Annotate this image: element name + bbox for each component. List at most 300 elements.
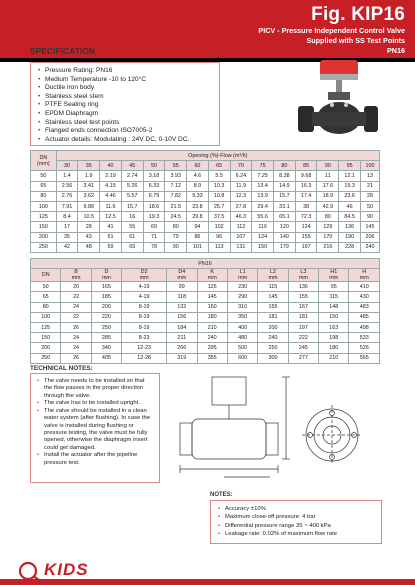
spec-item: • Medium Temperature -10 to 120°C: [45, 76, 213, 85]
dimension-cell: 8-19: [122, 312, 167, 322]
specification-box: [30, 62, 220, 146]
dn-cell: 65: [31, 292, 61, 302]
drawing-actuator: [212, 377, 246, 405]
flow-cell: 41: [100, 222, 122, 232]
valve-product-image: [270, 58, 380, 148]
dimension-cell: 8-23: [122, 333, 167, 343]
flow-cell: 12.3: [230, 191, 252, 201]
flow-cell: 24.5: [165, 212, 187, 222]
dn-cell: 50: [31, 282, 61, 292]
spec-item: • Flanged ends connection ISO7005-2: [45, 127, 213, 136]
spec-item: • Stainless steel stem: [45, 93, 213, 102]
dimension-table-row: [31, 282, 380, 292]
dimension-table-row: [31, 333, 380, 343]
flow-cell: 84.5: [339, 212, 361, 222]
flow-cell: 2.19: [100, 171, 122, 181]
opening-cell: 70: [230, 161, 252, 171]
dimension-cell: 24: [61, 343, 91, 353]
dn-cell: 100: [31, 201, 57, 211]
dimension-table-row: [31, 302, 380, 312]
flow-cell: 17.4: [295, 191, 317, 201]
dimension-cell: 483: [349, 302, 380, 312]
flow-cell: 3.62: [78, 191, 100, 201]
flow-cell: 38: [295, 201, 317, 211]
flow-cell: 71: [143, 232, 165, 242]
flow-cell: 112: [230, 222, 252, 232]
dimension-cell: 340: [91, 343, 121, 353]
dimension-cell: 285: [91, 333, 121, 343]
flow-cell: 21.5: [165, 201, 187, 211]
dimension-table-row: [31, 312, 380, 322]
spec-item: • Ductile iron body: [45, 84, 213, 93]
dimension-cell: 350: [227, 312, 257, 322]
opening-cell: 85: [295, 161, 317, 171]
dimension-cell: 24: [61, 333, 91, 343]
flow-table-opening-row: [31, 161, 380, 171]
flow-cell: 15.7: [121, 201, 143, 211]
dimension-cell: 210: [319, 353, 349, 363]
flow-cell: 18.6: [143, 201, 165, 211]
flow-cell: 61: [121, 232, 143, 242]
flow-cell: 46: [339, 201, 361, 211]
dimension-header-cell: DN: [31, 269, 61, 282]
flow-cell: 78: [143, 242, 165, 252]
flow-cell: 6.24: [230, 171, 252, 181]
flow-cell: 12.5: [100, 212, 122, 222]
flow-cell: 51: [100, 232, 122, 242]
specification-title: SPECIFICATION: [30, 46, 96, 56]
flow-cell: 48: [78, 242, 100, 252]
dimension-cell: 480: [227, 333, 257, 343]
flow-cell: 94: [187, 222, 209, 232]
dimension-cell: 250: [258, 343, 288, 353]
flow-cell: 42: [56, 242, 78, 252]
dimension-cell: 8-19: [122, 322, 167, 332]
dimension-cell: 150: [319, 312, 349, 322]
dn-cell: 80: [31, 302, 61, 312]
note-item: • Maximum close-off pressure: 4 bar: [225, 513, 375, 521]
flow-cell: 19.3: [339, 181, 361, 191]
dimension-table-row: [31, 343, 380, 353]
dimension-table-row: [31, 292, 380, 302]
dimension-cell: 240: [197, 333, 227, 343]
dimension-cell: 4-19: [122, 282, 167, 292]
flow-cell: 46.3: [230, 212, 252, 222]
flow-cell: 80: [317, 212, 339, 222]
dimension-cell: 115: [319, 292, 349, 302]
flow-cell: 8.38: [274, 171, 296, 181]
flow-table: [30, 150, 380, 253]
flow-cell: 155: [295, 232, 317, 242]
dn-cell: 250: [31, 353, 61, 363]
flow-cell: 16: [121, 212, 143, 222]
header-subtitle: PICV - Pressure Independent Control Valve: [258, 26, 405, 35]
tech-note-item: • The valve should be installed in a clean water system (after flushing). In case the valve is installed during flushing or pressure testing, the valve must be fully opened, otherwise the diaphragm insert could get damaged.: [44, 408, 154, 452]
opening-cell: 100: [360, 161, 379, 171]
dimension-cell: 132: [167, 302, 197, 312]
flow-cell: 43: [78, 232, 100, 242]
dimension-cell: 24: [61, 302, 91, 312]
dimension-cell: 266: [167, 343, 197, 353]
dimension-cell: 136: [288, 282, 318, 292]
flow-table-row: [31, 212, 380, 222]
dimension-header-cell: D2 mm: [122, 269, 167, 282]
dimension-cell: 95: [319, 282, 349, 292]
flow-cell: 8.9: [187, 181, 209, 191]
flow-cell: 15.7: [274, 191, 296, 201]
dimension-cell: 155: [288, 292, 318, 302]
dimension-cell: 163: [319, 322, 349, 332]
flow-cell: 120: [274, 222, 296, 232]
flow-cell: 28: [360, 191, 379, 201]
flow-cell: 13.9: [252, 191, 274, 201]
dimension-cell: 118: [167, 292, 197, 302]
flow-cell: 7.25: [252, 171, 274, 181]
flow-cell: 107: [230, 232, 252, 242]
dimension-header-cell: D mm: [91, 269, 121, 282]
dn-cell: 50: [31, 171, 57, 181]
flow-cell: 179: [274, 242, 296, 252]
spec-item: • Actuator details: Modulating : 24V DC, 0-10V DC.: [45, 136, 213, 145]
flow-cell: 55.6: [252, 212, 274, 222]
spec-item: • Stainless steel test points: [45, 119, 213, 128]
spec-item: • PTFE Sealing ring: [45, 101, 213, 110]
flow-table-dn-header: DN (mm): [31, 151, 57, 171]
drawing-valve-body: [192, 419, 266, 459]
flow-cell: 65: [121, 242, 143, 252]
flow-cell: 5.26: [121, 181, 143, 191]
flow-cell: 9.88: [78, 201, 100, 211]
flow-cell: 33.1: [274, 201, 296, 211]
dimension-header-cell: B mm: [61, 269, 91, 282]
dimension-cell: 405: [91, 353, 121, 363]
dn-cell: 125: [31, 212, 57, 222]
flow-cell: 17: [56, 222, 78, 232]
flow-cell: 5.5: [208, 171, 230, 181]
flow-cell: 129: [317, 222, 339, 232]
technical-drawing: [172, 373, 382, 485]
dimension-header-cell: L3 mm: [288, 269, 318, 282]
dimension-cell: 565: [349, 353, 380, 363]
opening-cell: 50: [143, 161, 165, 171]
flow-cell: 116: [252, 222, 274, 232]
flow-cell: 90: [165, 242, 187, 252]
flow-cell: 10.3: [208, 181, 230, 191]
flow-cell: 7.82: [165, 191, 187, 201]
opening-cell: 95: [339, 161, 361, 171]
dimension-table-header-row: [31, 269, 380, 282]
dimension-cell: 4-19: [122, 292, 167, 302]
dimension-header-cell: L1 mm: [227, 269, 257, 282]
dimension-table-row: [31, 322, 380, 332]
dn-cell: 150: [31, 333, 61, 343]
notes-title: NOTES:: [210, 492, 233, 498]
flow-cell: 86: [187, 232, 209, 242]
tech-note-item: • The valve needs to be installed so that the flow passes in the proper direction through the valve.: [44, 378, 154, 400]
technical-notes-list: [36, 378, 154, 467]
flow-cell: 55: [121, 222, 143, 232]
dimension-cell: 197: [288, 322, 318, 332]
dimension-cell: 400: [227, 322, 257, 332]
dimension-cell: 160: [197, 302, 227, 312]
dimension-cell: 26: [61, 353, 91, 363]
flow-cell: 79: [165, 232, 187, 242]
notes-box: [210, 500, 382, 544]
note-item: • Differential pressure range 35 ~ 400 kPa: [225, 522, 375, 530]
opening-cell: 90: [317, 161, 339, 171]
flow-cell: 1.9: [78, 171, 100, 181]
flow-cell: 216: [317, 242, 339, 252]
flow-cell: 96: [208, 232, 230, 242]
kids-logo-text: KIDS: [44, 560, 89, 579]
dimension-cell: 200: [258, 322, 288, 332]
dimension-cell: 12-23: [122, 343, 167, 353]
dimension-cell: 180: [197, 312, 227, 322]
note-item: • Accuracy ±10%: [225, 505, 375, 513]
dimension-header-cell: H1 mm: [319, 269, 349, 282]
dimension-header-cell: D4 mm: [167, 269, 197, 282]
notes-list: [217, 505, 375, 538]
flow-cell: 190: [339, 232, 361, 242]
dimension-cell: 148: [319, 302, 349, 312]
flow-cell: 13.4: [252, 181, 274, 191]
dimension-cell: 115: [258, 282, 288, 292]
flow-cell: 101: [187, 242, 209, 252]
flow-cell: 4.46: [100, 191, 122, 201]
dimension-cell: 185: [91, 292, 121, 302]
dimension-cell: 198: [319, 333, 349, 343]
dimension-cell: 600: [227, 353, 257, 363]
dimension-cell: 211: [167, 333, 197, 343]
opening-cell: 30: [56, 161, 78, 171]
flow-cell: 240: [360, 242, 379, 252]
dimension-cell: 181: [258, 312, 288, 322]
dimension-cell: 277: [288, 353, 318, 363]
dimension-cell: 145: [197, 292, 227, 302]
opening-cell: 55: [165, 161, 187, 171]
specification-list: [37, 67, 213, 144]
dimension-cell: 533: [349, 333, 380, 343]
flow-cell: 150: [252, 242, 274, 252]
technical-notes-box: [30, 373, 160, 483]
flow-cell: 80: [165, 222, 187, 232]
dimension-cell: 526: [349, 343, 380, 353]
flow-cell: 9.33: [187, 191, 209, 201]
flow-cell: 8.4: [56, 212, 78, 222]
dimension-cell: 319: [167, 353, 197, 363]
flow-cell: 124: [295, 222, 317, 232]
dimension-table-body: [31, 282, 380, 364]
tech-note-item: • Install the actuator after the pipeline pressure test.: [44, 452, 154, 467]
flow-cell: 69: [143, 222, 165, 232]
flow-cell: 9.68: [295, 171, 317, 181]
note-item: • Leakage rate: 0.02% of maximum flow rate: [225, 530, 375, 538]
flow-cell: 6.33: [143, 181, 165, 191]
flow-cell: 28: [78, 222, 100, 232]
dimension-cell: 22: [61, 312, 91, 322]
flow-table-row: [31, 201, 380, 211]
dimension-cell: 99: [167, 282, 197, 292]
dimension-cell: 220: [91, 312, 121, 322]
dimension-cell: 240: [258, 333, 288, 343]
opening-cell: 60: [187, 161, 209, 171]
flow-cell: 3.41: [78, 181, 100, 191]
flow-cell: 35: [56, 232, 78, 242]
kids-logo-icon: [14, 561, 42, 581]
dn-cell: 125: [31, 322, 61, 332]
dimension-cell: 12-28: [122, 353, 167, 363]
header-subtitle-2: Supplied with SS Test Points: [306, 36, 405, 45]
dimension-cell: 500: [227, 343, 257, 353]
flow-cell: 21: [360, 181, 379, 191]
opening-cell: 35: [78, 161, 100, 171]
footer-band: [0, 579, 415, 585]
tech-note-item: • The valve has to be installed upright.: [44, 400, 154, 407]
flow-cell: 29.8: [187, 212, 209, 222]
dimension-cell: 250: [91, 322, 121, 332]
flow-cell: 2.76: [56, 191, 78, 201]
dimension-header-cell: K mm: [197, 269, 227, 282]
dimension-cell: 310: [227, 302, 257, 312]
dimension-cell: 22: [61, 292, 91, 302]
flow-cell: 65.1: [274, 212, 296, 222]
dimension-cell: 230: [227, 282, 257, 292]
flow-cell: 102: [208, 222, 230, 232]
spec-item: • EPDM Diaphragm: [45, 110, 213, 119]
flow-cell: 140: [274, 232, 296, 242]
flow-table-row: [31, 242, 380, 252]
flow-cell: 3.18: [143, 171, 165, 181]
flow-cell: 59: [100, 242, 122, 252]
dimension-header-cell: H mm: [349, 269, 380, 282]
flow-cell: 11.9: [230, 181, 252, 191]
dimension-cell: 184: [167, 322, 197, 332]
flow-table-row: [31, 181, 380, 191]
flow-table-row: [31, 222, 380, 232]
dn-cell: 100: [31, 312, 61, 322]
flow-cell: 7.91: [56, 201, 78, 211]
dimension-cell: 155: [258, 302, 288, 312]
flow-cell: 27.8: [230, 201, 252, 211]
flow-cell: 18.9: [317, 191, 339, 201]
flow-table-row: [31, 171, 380, 181]
flow-cell: 5.57: [121, 191, 143, 201]
dimension-cell: 210: [197, 322, 227, 332]
dimension-cell: 355: [197, 353, 227, 363]
dimension-cell: 410: [349, 282, 380, 292]
dimension-cell: 245: [288, 343, 318, 353]
spec-item: • Pressure Rating: PN16: [45, 67, 213, 76]
dn-cell: 65: [31, 181, 57, 191]
flow-cell: 7.12: [165, 181, 187, 191]
flow-cell: 11.6: [100, 201, 122, 211]
flow-cell: 12.1: [339, 171, 361, 181]
dimension-table-title: PN16: [31, 259, 380, 269]
opening-cell: 80: [274, 161, 296, 171]
opening-cell: 45: [121, 161, 143, 171]
dimension-cell: 485: [349, 312, 380, 322]
dimension-cell: 26: [61, 322, 91, 332]
flow-cell: 170: [317, 232, 339, 242]
dn-cell: 150: [31, 222, 57, 232]
flow-cell: 23.6: [339, 191, 361, 201]
dimension-cell: 167: [288, 302, 318, 312]
flow-cell: 136: [339, 222, 361, 232]
dimension-table: [30, 258, 380, 364]
flow-cell: 29.4: [252, 201, 274, 211]
header-subtitle-3: PN16: [387, 46, 405, 55]
dn-cell: 200: [31, 232, 57, 242]
flow-cell: 72.3: [295, 212, 317, 222]
flow-cell: 131: [230, 242, 252, 252]
flow-table-opening-header: Opening (%)-Flow (m³/h): [56, 151, 379, 161]
dimension-cell: 165: [91, 282, 121, 292]
technical-notes-title: TECHNICAL NOTES:: [30, 365, 93, 372]
dimension-cell: 295: [197, 343, 227, 353]
flow-cell: 90: [360, 212, 379, 222]
flow-cell: 42.9: [317, 201, 339, 211]
dn-cell: 250: [31, 242, 57, 252]
figure-title: Fig. KIP16: [311, 4, 405, 25]
flow-cell: 10.8: [208, 191, 230, 201]
flow-cell: 3.93: [165, 171, 187, 181]
flow-cell: 124: [252, 232, 274, 242]
flow-cell: 2.56: [56, 181, 78, 191]
dimension-cell: 181: [288, 312, 318, 322]
dimension-cell: 8-19: [122, 302, 167, 312]
flow-cell: 50: [360, 201, 379, 211]
opening-cell: 65: [208, 161, 230, 171]
flow-cell: 6.79: [143, 191, 165, 201]
flow-cell: 1.4: [56, 171, 78, 181]
dimension-cell: 430: [349, 292, 380, 302]
flow-cell: 206: [360, 232, 379, 242]
opening-cell: 75: [252, 161, 274, 171]
dimension-cell: 145: [258, 292, 288, 302]
dimension-table-row: [31, 353, 380, 363]
flow-cell: 228: [339, 242, 361, 252]
dimension-cell: 290: [227, 292, 257, 302]
flow-cell: 13: [360, 171, 379, 181]
flow-cell: 113: [208, 242, 230, 252]
flow-cell: 4.15: [100, 181, 122, 191]
flow-cell: 197: [295, 242, 317, 252]
dimension-cell: 200: [91, 302, 121, 312]
opening-cell: 40: [100, 161, 122, 171]
dn-cell: 200: [31, 343, 61, 353]
flow-cell: 17.6: [317, 181, 339, 191]
flow-cell: 4.6: [187, 171, 209, 181]
flow-cell: 25.7: [208, 201, 230, 211]
dimension-header-cell: L2 mm: [258, 269, 288, 282]
flow-cell: 145: [360, 222, 379, 232]
dimension-cell: 300: [258, 353, 288, 363]
dimension-cell: 20: [61, 282, 91, 292]
dimension-cell: 498: [349, 322, 380, 332]
flow-cell: 14.9: [274, 181, 296, 191]
dn-cell: 80: [31, 191, 57, 201]
dimension-cell: 125: [197, 282, 227, 292]
flow-cell: 23.8: [187, 201, 209, 211]
flow-cell: 16.3: [295, 181, 317, 191]
flow-cell: 11: [317, 171, 339, 181]
flow-cell: 10.5: [78, 212, 100, 222]
flow-cell: 37.5: [208, 212, 230, 222]
flow-cell: 2.74: [121, 171, 143, 181]
dimension-cell: 156: [167, 312, 197, 322]
dimension-cell: 180: [319, 343, 349, 353]
dimension-cell: 222: [288, 333, 318, 343]
